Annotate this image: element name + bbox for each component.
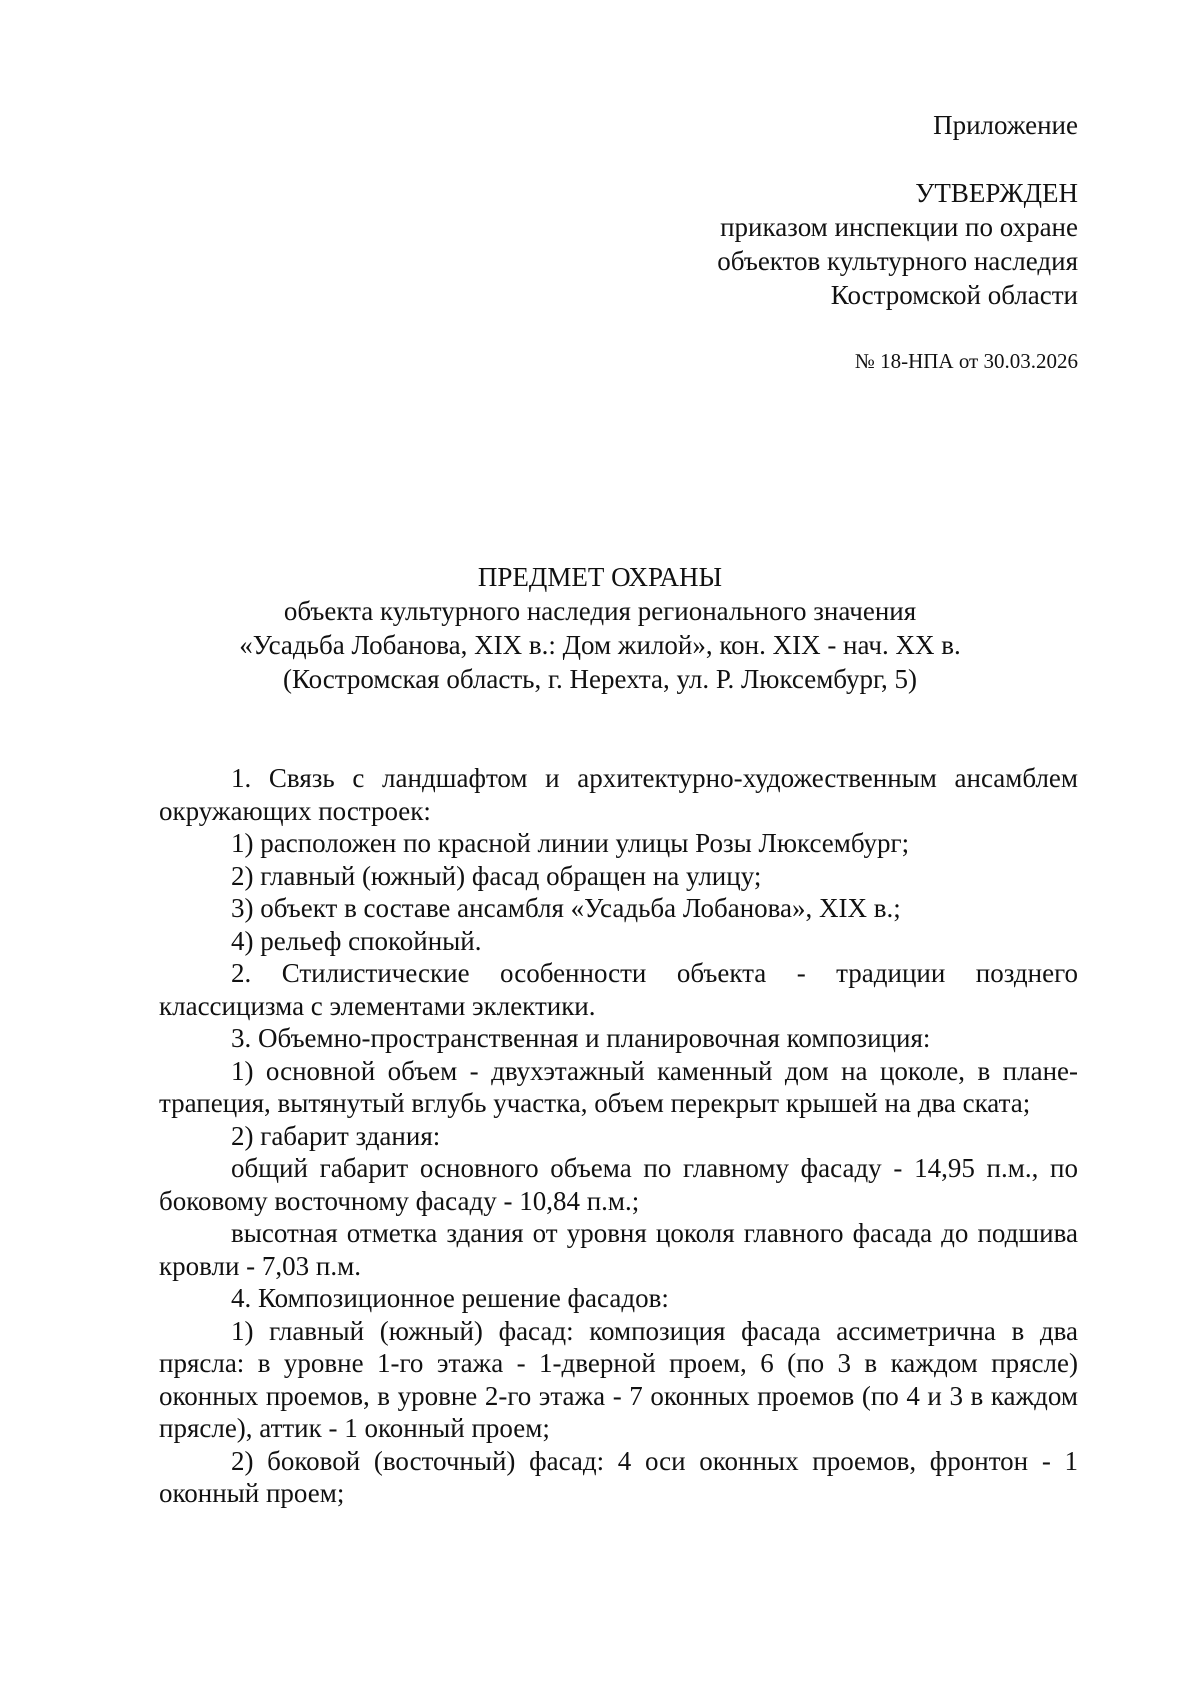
body-paragraph: 1) расположен по красной линии улицы Розы Люксембург; xyxy=(231,828,910,858)
document-title xyxy=(120,560,1080,696)
body-paragraph: 4. Композиционное решение фасадов: xyxy=(231,1283,669,1313)
approved-by-line: приказом инспекции по охране xyxy=(720,212,1078,242)
approved-by-line: Костромской области xyxy=(830,280,1078,310)
body-paragraph: общий габарит основного объема по главному фасаду - 14,95 п.м., по боковому восточному фасаду - 10,84 п.м.; xyxy=(159,1153,1078,1216)
approved-by-line: объектов культурного наследия xyxy=(717,246,1078,276)
title-line: (Костромская область, г. Нерехта, ул. Р. Люксембург, 5) xyxy=(282,664,918,694)
body-paragraph: высотная отметка здания от уровня цоколя главного фасада до подшива кровли - 7,03 п.м. xyxy=(159,1218,1078,1281)
body-paragraph: 1) главный (южный) фасад: композиция фасада ассиметрична в два прясла: в уровне 1-го этажа - 1-дверной проем, 6 (по 3 в каждом прясле) оконных проемов, в уровне 2-го этажа - 7 оконных проемов (по 4 и 3 в каждом прясле), аттик - 1 оконный проем; xyxy=(159,1315,1078,1443)
body-paragraph: 4) рельеф спокойный. xyxy=(231,925,482,956)
approval-stamp xyxy=(558,108,1078,376)
body-paragraph: 1) основной объем - двухэтажный каменный дом на цоколе, в плане-трапеция, вытянутый вглубь участка, объем перекрыт крышей на два ската; xyxy=(159,1055,1078,1118)
body-paragraph: 2) главный (южный) фасад обращен на улицу; xyxy=(231,860,762,891)
body-paragraph: 2. Стилистические особенности объекта - традиции позднего классицизма с элементами эклектики. xyxy=(159,958,1078,1021)
order-number: № 18-НПА от 30.03.2026 xyxy=(854,349,1078,373)
title-heading: ПРЕДМЕТ ОХРАНЫ xyxy=(477,562,723,592)
body-paragraph: 1. Связь с ландшафтом и архитектурно-художественным ансамблем окружающих построек: xyxy=(159,763,1078,826)
approved-label: УТВЕРЖДЕН xyxy=(915,178,1078,208)
title-line: объекта культурного наследия регионального значения xyxy=(283,596,917,626)
document-body xyxy=(159,762,1078,1510)
body-paragraph: 3. Объемно-пространственная и планировочная композиция: xyxy=(231,1023,931,1053)
body-paragraph: 2) боковой (восточный) фасад: 4 оси оконных проемов, фронтон - 1 оконный проем; xyxy=(159,1445,1078,1508)
appendix-label: Приложение xyxy=(933,110,1078,140)
title-line: «Усадьба Лобанова, XIX в.: Дом жилой», кон. XIX - нач. XX в. xyxy=(239,630,961,660)
body-paragraph: 2) габарит здания: xyxy=(231,1120,441,1151)
body-paragraph: 3) объект в составе ансамбля «Усадьба Лобанова», XIX в.; xyxy=(231,893,901,923)
